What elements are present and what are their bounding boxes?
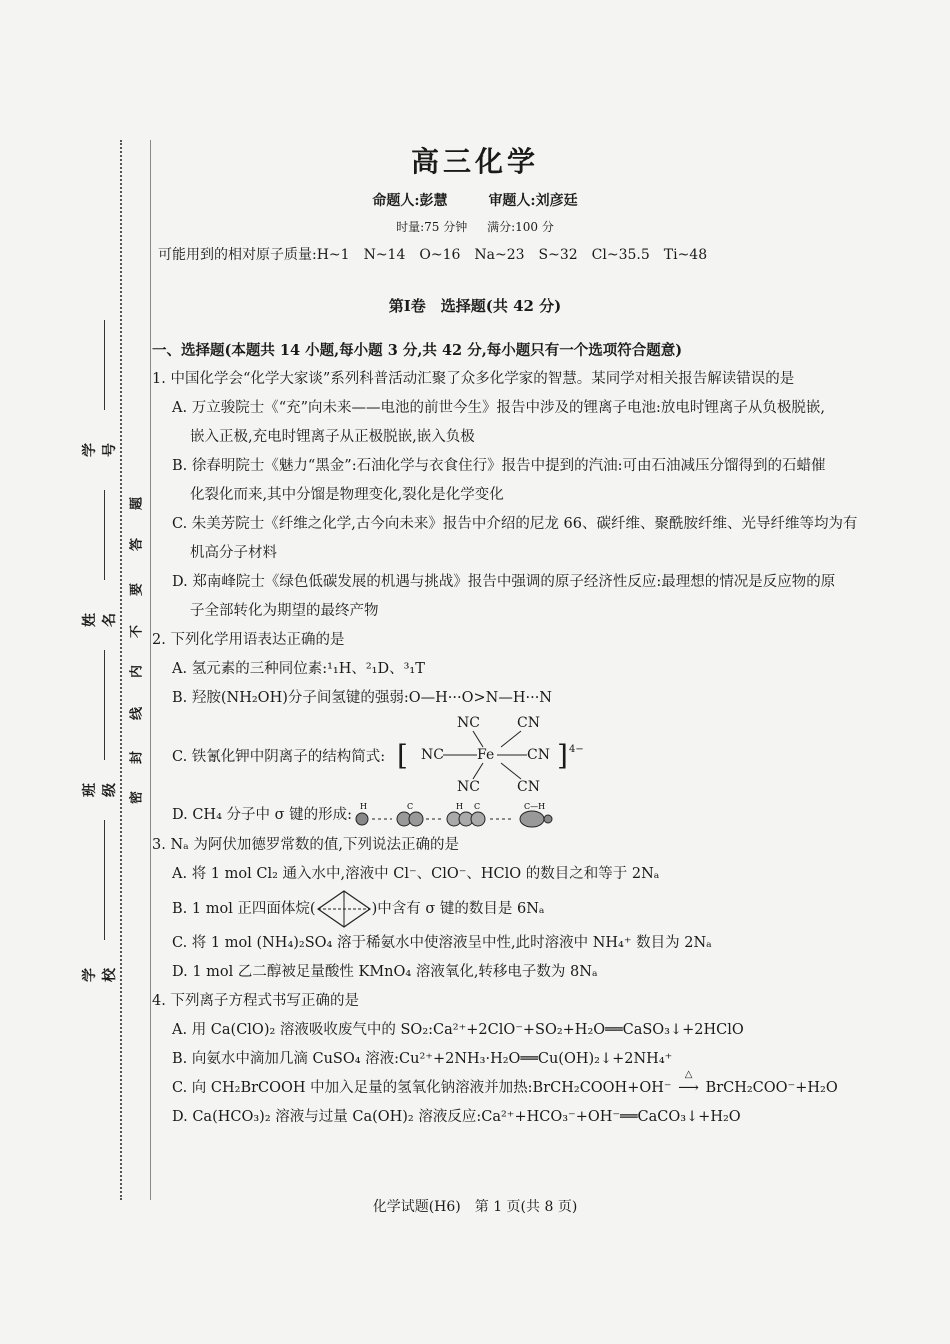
ball-label-ch: C—H bbox=[524, 803, 546, 811]
seal-char: 封 bbox=[129, 751, 145, 765]
q1-stem: 1. 中国化学会“化学大家谈”系列科普活动汇聚了众多化学家的智慧。某同学对相关报告解读错误的是 bbox=[152, 371, 795, 387]
q4-option-d: D. Ca(HCO₃)₂ 溶液与过量 Ca(OH)₂ 溶液反应:Ca²⁺+HCO₃⁻+OH⁻══CaCO₃↓+H₂O bbox=[172, 1109, 741, 1125]
q4-option-c-pre: C. 向 CH₂BrCOOH 中加入足量的氢氧化钠溶液并加热:BrCH₂COOH+OH⁻ bbox=[172, 1080, 672, 1096]
q3-stem: 3. Nₐ 为阿伏加德罗常数的值,下列说法正确的是 bbox=[152, 837, 459, 853]
bond-lines bbox=[397, 713, 607, 801]
school-label: 学校 bbox=[82, 968, 118, 982]
q4-stem: 4. 下列离子方程式书写正确的是 bbox=[152, 993, 359, 1009]
q3-option-a: A. 将 1 mol Cl₂ 通入水中,溶液中 Cl⁻、ClO⁻、HClO 的数目之和等于 2Nₐ bbox=[172, 866, 660, 882]
q1-option-d: D. 郑南峰院士《绿色低碳发展的机遇与挑战》报告中强调的原子经济性反应:最理想的情况是反应物的原 bbox=[172, 574, 836, 590]
name-label: 姓名 bbox=[82, 613, 118, 627]
heat-arrow: △ ⟶ bbox=[672, 1074, 706, 1103]
bracket-right: ] bbox=[557, 739, 568, 772]
student-id-underline bbox=[104, 320, 105, 410]
seal-char: 内 bbox=[129, 665, 145, 679]
q4-option-b: B. 向氨水中滴加几滴 CuSO₄ 溶液:Cu²⁺+2NH₃·H₂O══Cu(OH)₂↓+2NH₄⁺ bbox=[172, 1051, 673, 1067]
class-label: 班级 bbox=[82, 783, 118, 797]
section-instructions: 一、选择题(本题共 14 小题,每小题 3 分,共 42 分,每小题只有一个选项符合题意) bbox=[152, 342, 683, 359]
center-fe: Fe bbox=[477, 747, 495, 763]
seal-char: 密 bbox=[129, 791, 145, 805]
ball-label-c2: C bbox=[474, 803, 481, 811]
seal-char: 题 bbox=[129, 497, 145, 511]
bracket-left: [ bbox=[397, 739, 408, 772]
q4-option-c-post: BrCH₂COO⁻+H₂O bbox=[705, 1080, 838, 1096]
q4-option-c bbox=[152, 1069, 900, 1103]
name-underline bbox=[104, 490, 105, 580]
q2-option-d bbox=[152, 801, 900, 831]
q3-option-b-post: )中含有 σ 键的数目是 6Nₐ bbox=[371, 901, 545, 917]
q3-option-b bbox=[152, 889, 900, 929]
q1-option-c: C. 朱美芳院士《纤维之化学,古今向未来》报告中介绍的尼龙 66、碳纤维、聚酰胺纤维、光导纤维等均为有 bbox=[172, 516, 858, 532]
ligand-nc-left: NC bbox=[421, 747, 444, 763]
tetrahedrane-icon bbox=[316, 889, 372, 929]
ferricyanide-structure bbox=[397, 713, 607, 801]
school-underline bbox=[104, 820, 105, 940]
ligand-cn-bottom: CN bbox=[517, 779, 540, 795]
q3-option-b-pre: B. 1 mol 正四面体烷( bbox=[172, 901, 316, 917]
student-id-label: 学号 bbox=[82, 443, 118, 457]
q2-option-a: A. 氢元素的三种同位素:¹₁H、²₁D、³₁T bbox=[172, 661, 425, 677]
ligand-nc-bottom: NC bbox=[457, 779, 480, 795]
seal-char: 不 bbox=[129, 625, 145, 639]
q2-option-d-text: D. CH₄ 分子中 σ 键的形成: bbox=[172, 807, 352, 823]
q2-option-c bbox=[152, 713, 900, 801]
seal-char: 要 bbox=[129, 583, 145, 597]
seal-char: 答 bbox=[129, 538, 145, 552]
q1-option-b-cont: 化裂化而来,其中分馏是物理变化,裂化是化学变化 bbox=[190, 487, 504, 503]
q2-option-c-text: C. 铁氰化钾中阴离子的结构简式: bbox=[172, 749, 386, 765]
q3-option-d: D. 1 mol 乙二醇被足量酸性 KMnO₄ 溶液氧化,转移电子数为 8Nₐ bbox=[172, 964, 598, 980]
exam-time: 时量:75 分钟 bbox=[396, 220, 468, 234]
class-underline bbox=[104, 650, 105, 760]
page-title: 高三化学 bbox=[410, 145, 539, 178]
reviewer: 审题人:刘彦廷 bbox=[488, 193, 578, 209]
q1-option-b: B. 徐春明院士《魅力“黑金”:石油化学与衣食住行》报告中提到的汽油:可由石油减压分馏得到的石蜡催 bbox=[172, 458, 826, 474]
section-title: 第Ⅰ卷 选择题(共 42 分) bbox=[388, 297, 562, 315]
q1-option-d-cont: 子全部转化为期望的最终产物 bbox=[190, 603, 379, 619]
page-footer: 化学试题(H6) 第 1 页(共 8 页) bbox=[372, 1199, 578, 1215]
q1-option-a-cont: 嵌入正极,充电时锂离子从正极脱嵌,嵌入负极 bbox=[190, 429, 475, 445]
seal-char: 线 bbox=[129, 707, 145, 721]
sigma-bond-diagram bbox=[352, 803, 612, 829]
q1-option-a: A. 万立骏院士《“充”向未来——电池的前世今生》报告中涉及的锂离子电池:放电时锂离子从负极脱嵌, bbox=[172, 400, 826, 416]
ligand-cn-top: CN bbox=[517, 715, 540, 731]
ball-label-h: H bbox=[360, 803, 367, 811]
q1-option-c-cont: 机高分子材料 bbox=[190, 545, 277, 561]
author: 命题人:彭慧 bbox=[372, 193, 448, 209]
q2-option-b: B. 羟胺(NH₂OH)分子间氢键的强弱:O—H···O>N—H···N bbox=[172, 690, 552, 706]
ball-label-c: C bbox=[407, 803, 414, 811]
authors-line bbox=[0, 190, 950, 210]
questions bbox=[152, 336, 900, 1132]
exam-score: 满分:100 分 bbox=[487, 220, 554, 234]
ion-charge: 4− bbox=[569, 744, 584, 755]
exam-meta bbox=[0, 218, 950, 235]
ligand-cn-right: CN bbox=[527, 747, 550, 763]
atomic-masses: 可能用到的相对原子质量:H~1 N~14 O~16 Na~23 S~32 Cl~35.5 Ti~48 bbox=[158, 247, 708, 263]
ligand-nc-top: NC bbox=[457, 715, 480, 731]
q4-option-a: A. 用 Ca(ClO)₂ 溶液吸收废气中的 SO₂:Ca²⁺+2ClO⁻+SO₂+H₂O══CaSO₃↓+2HClO bbox=[172, 1022, 744, 1038]
heat-symbol: △ bbox=[684, 1069, 693, 1080]
q3-option-c: C. 将 1 mol (NH₄)₂SO₄ 溶于稀氨水中使溶液呈中性,此时溶液中 NH₄⁺ 数目为 2Nₐ bbox=[172, 935, 712, 951]
ball-label-h2: H bbox=[456, 803, 463, 811]
q2-stem: 2. 下列化学用语表达正确的是 bbox=[152, 632, 345, 648]
